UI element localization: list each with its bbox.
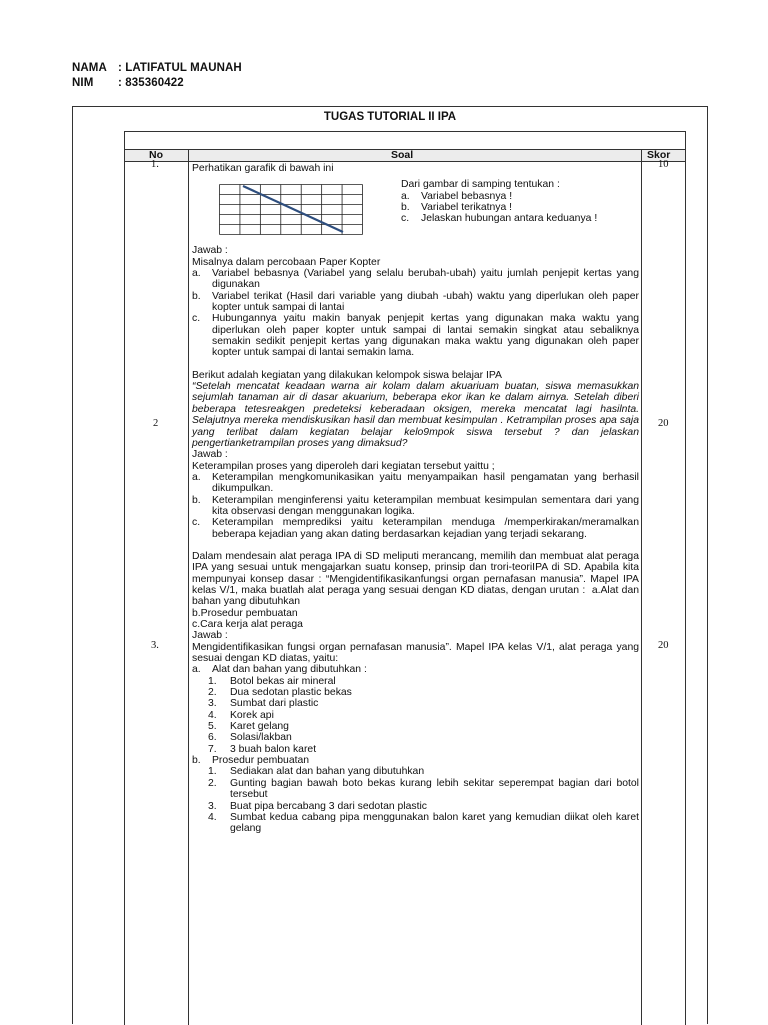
list-item <box>192 268 639 291</box>
list-text: Gunting bagian bawah boto bekas kurang lebih sekitar seperempat bagian dari botol tersebut <box>230 777 639 801</box>
list-text: Prosedur pembuatan <box>212 755 310 767</box>
list-item <box>192 687 639 698</box>
list-text: Dua sedotan plastic bekas <box>230 687 352 699</box>
list-text: Alat dan bahan yang dibutuhkan : <box>212 664 367 676</box>
list-item <box>192 676 639 687</box>
table-header <box>125 149 685 162</box>
name-value: : LATIFATUL MAUNAH <box>118 62 242 74</box>
list-marker: a. <box>192 471 201 483</box>
column-divider <box>188 149 189 1025</box>
q1-jawab: Jawab : <box>192 245 228 257</box>
q1-question-list <box>401 191 597 225</box>
q3-task-a: a.Alat dan bahan yang dibutuhkan <box>192 584 639 608</box>
q3-section-a <box>192 664 639 675</box>
document-frame <box>72 106 708 1024</box>
list-marker: 3. <box>208 698 217 710</box>
q3-number: 3. <box>151 640 159 651</box>
list-text: Hubungannya yaitu makin banyak penjepit kertas yang digunakan maka waktu yang diperlukan oleh paper kopter untuk sampai di lantai semakin singkat atau sebaliknya semakin sedikit penjepit kertas yang digunakan maka waktu yang digunakan oleh paper kopter untuk sampai di lantai semakin lama. <box>212 313 639 359</box>
list-marker: 2. <box>208 687 217 699</box>
q2-scenario: “Setelah mencatat keadaan warna air kolam dalam akuariuam buatan, siswa memasukkan sejumlah tanaman air di dasar akuarium, beberapa ekor ikan ke dalam airnya. Setelah diberi beberapa tetesreakgen predeteksi keberadaan oksigen, mereka mencatat lagi hasilnta. Selajutnya mereka mendiskusikan hasil dan membuat kesimpulan . Ketrampilan proses apa saja yang terlibat dalam kegiatan belajar kelo9mpok siswa tersebut ? dan jelaskan pengertianketrampilan proses yang dimaksud? <box>192 381 639 449</box>
list-marker: c. <box>401 213 410 225</box>
q1-graph <box>219 184 363 235</box>
list-item <box>192 698 639 709</box>
q3-materials-list <box>192 676 639 755</box>
list-marker: c. <box>192 517 201 529</box>
q2-score: 20 <box>658 418 669 429</box>
list-text: Karet gelang <box>230 721 289 733</box>
q2-jawab: Jawab : <box>192 449 228 461</box>
list-text: Variabel terikat (Hasil dari variable yang diubah -ubah) waktu yang diperlukan oleh paper kopter untuk sampai di lantai <box>212 290 639 314</box>
list-item <box>192 766 639 777</box>
q2-answer-list <box>192 472 639 540</box>
student-nim <box>72 77 184 89</box>
q1-intro: Perhatikan garafik di bawah ini <box>192 163 334 174</box>
q1-prompt: Dari gambar di samping tentukan : <box>401 179 560 191</box>
header-skor: Skor <box>647 149 671 161</box>
header-soal: Soal <box>391 149 414 161</box>
list-text: Keterampilan mengkomunikasikan yaitu menyampaikan hasil pengamatan yang berhasil dikumpulkan. <box>212 471 639 495</box>
list-text: 3 buah balon karet <box>230 743 317 755</box>
list-marker: 2. <box>208 777 217 789</box>
student-name <box>72 62 242 74</box>
list-text: Variabel bebasnya (Variabel yang selalu berubah-ubah) yaitu jumlah penjepit kertas yang digunakan <box>212 268 639 291</box>
list-marker: 3. <box>208 800 217 812</box>
list-text: Variabel terikatnya ! <box>421 202 513 214</box>
list-item <box>401 202 597 213</box>
list-text: Solasi/lakban <box>230 732 292 744</box>
q1-figure-row <box>192 179 639 245</box>
trend-line <box>243 186 343 232</box>
list-item <box>192 732 639 743</box>
q3-section-b <box>192 755 639 766</box>
nim-value: : 835360422 <box>118 77 184 89</box>
q2-number: 2 <box>153 418 159 429</box>
q1-answer-intro: Misalnya dalam percobaan Paper Kopter <box>192 256 381 268</box>
list-item <box>192 472 639 495</box>
list-text: Sediakan alat dan bahan yang dibutuhkan <box>230 766 425 778</box>
list-marker: b. <box>401 202 410 214</box>
page-title: TUGAS TUTORIAL II IPA <box>323 111 457 123</box>
list-text: Jelaskan hubungan antara keduanya ! <box>421 213 598 225</box>
list-item <box>192 778 639 801</box>
q3-steps-list <box>192 766 639 834</box>
header-no: No <box>149 149 163 161</box>
list-marker: b. <box>192 494 201 506</box>
q3-jawab: Jawab : <box>192 630 228 642</box>
q3-task-b: b.Prosedur pembuatan <box>192 607 298 619</box>
q3-task-c: c.Cara kerja alat peraga <box>192 619 303 630</box>
list-text: Variabel bebasnya ! <box>421 190 513 202</box>
list-item <box>192 291 639 314</box>
list-marker: c. <box>192 313 201 325</box>
list-item <box>192 812 639 835</box>
list-item <box>192 710 639 721</box>
q2-answer-intro: Keterampilan proses yang diperoleh dari kegiatan tersebut yaittu ; <box>192 460 495 472</box>
list-marker: a. <box>401 190 410 202</box>
list-text: Sumbat kedua cabang pipa menggunakan balon karet yang kemudian diikat oleh karet gelang <box>230 811 639 835</box>
list-item <box>192 801 639 812</box>
name-label: NAMA <box>72 62 107 74</box>
list-item <box>192 744 639 755</box>
list-item <box>192 721 639 732</box>
q1-question-box <box>401 179 597 245</box>
q3-answer-intro: Mengidentifikasikan fungsi organ pernafasan manusia”. Mapel IPA kelas V/1, alat peraga yang sesuai dengan KD diatas, yaitu: <box>192 641 639 665</box>
list-item <box>401 213 597 224</box>
list-marker: 5. <box>208 721 217 733</box>
list-item <box>192 517 639 540</box>
list-marker: 1. <box>208 675 217 687</box>
list-text: Keterampilan menginferensi yaitu keterampilan membuat kesimpulan sementara dari yang kita observasi dengan menggunakan logika. <box>212 494 639 517</box>
list-text: Sumbat dari plastic <box>230 698 319 710</box>
q3-intro-text: Dalam mendesain alat peraga IPA di SD meliputi merancang, memilih dan membuat alat peraga IPA yang sesuai untuk mengajarkan suatu konsep, prinsip dan trori-teoriIPA di SD. Apabila kita mempunyai konsep dasar : “Mengidentifikasikanfungsi organ pernafasan manusia”. Mapel IPA kelas V/1, maka buatlah alat peraga yang sesuai dengan KD diatas, dengan urutan : <box>192 550 639 596</box>
q1-answer-list <box>192 268 639 359</box>
list-marker: 6. <box>208 732 217 744</box>
list-text: Keterampilan memprediksi yaitu keterampilan menduga /memperkirakan/meramalkan beberapa kejadian yang akan dating berdasarkan kejadian yang terjadi sekarang. <box>212 517 639 540</box>
list-marker: 1. <box>208 766 217 778</box>
q1-number: 1. <box>151 159 159 170</box>
list-item <box>401 191 597 202</box>
q2-intro: Berikut adalah kegiatan yang dilakukan kelompok siswa belajar IPA <box>192 369 502 381</box>
list-marker: 4. <box>208 709 217 721</box>
list-marker: 7. <box>208 743 217 755</box>
nim-label: NIM <box>72 77 94 89</box>
q3-intro <box>192 551 639 608</box>
question-table <box>124 131 686 1025</box>
list-marker: b. <box>192 290 201 302</box>
q1-score: 10 <box>658 159 669 170</box>
list-marker: a. <box>192 268 201 280</box>
column-divider <box>641 149 642 1025</box>
list-item <box>192 313 639 358</box>
list-text: Korek api <box>230 709 274 721</box>
q3-score: 20 <box>658 640 669 651</box>
list-marker: b. <box>192 755 201 767</box>
question-content <box>192 163 639 835</box>
list-item <box>192 495 639 518</box>
list-marker: a. <box>192 664 201 676</box>
list-marker: 4. <box>208 811 217 823</box>
list-text: Buat pipa bercabang 3 dari sedotan plastic <box>230 800 427 812</box>
list-text: Botol bekas air mineral <box>230 675 336 687</box>
